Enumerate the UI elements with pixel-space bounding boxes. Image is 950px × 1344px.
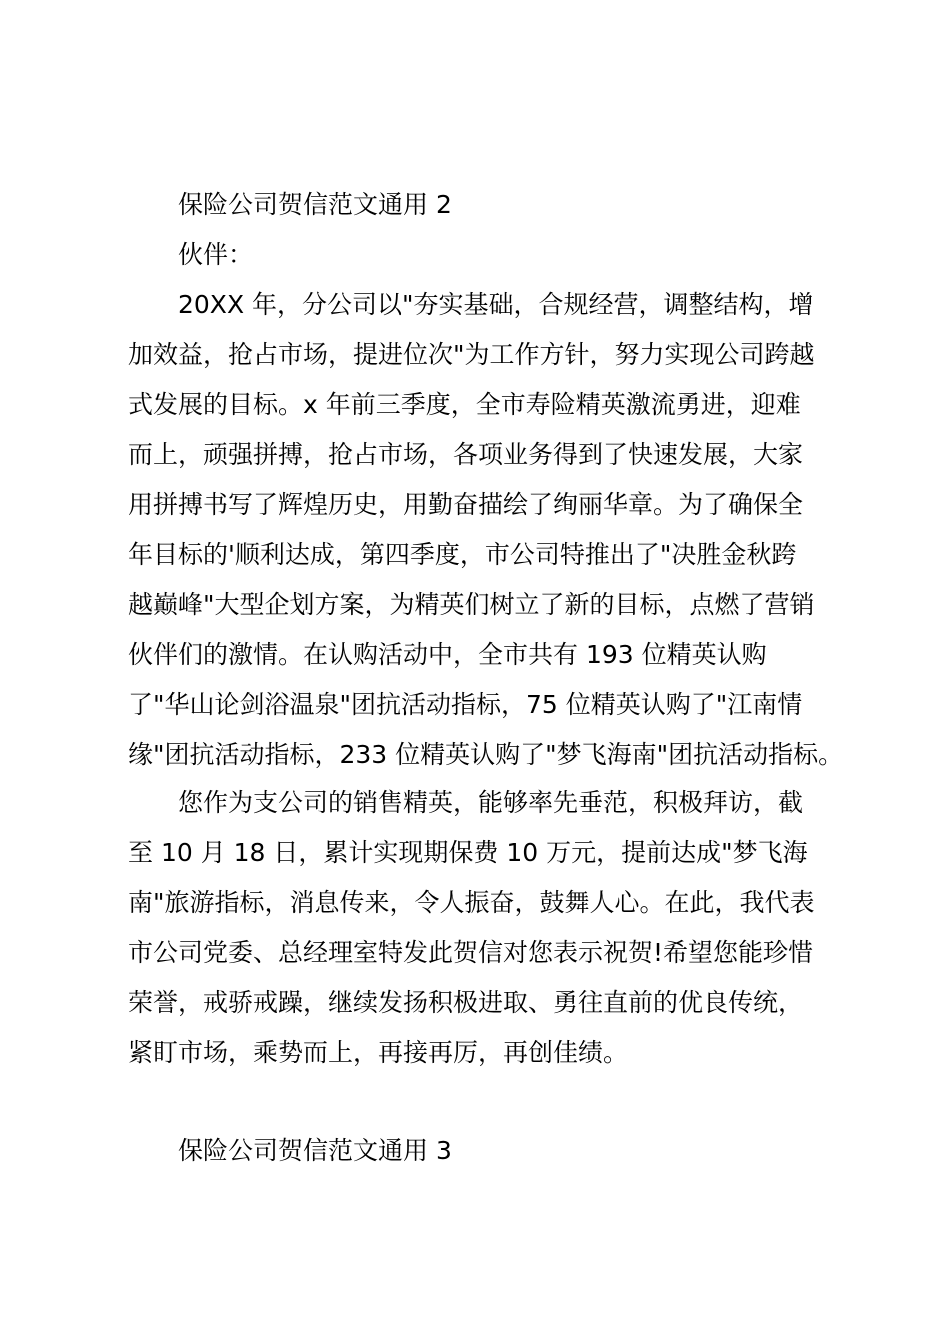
paragraph-2	[128, 778, 848, 1078]
paragraph-line: 式发展的目标。x 年前三季度，全市寿险精英激流勇进，迎难	[128, 390, 801, 419]
paragraph-line: 荣誉，戒骄戒躁，继续发扬积极进取、勇往直前的优良传统，	[128, 988, 804, 1017]
paragraph-line: 了"华山论剑浴温泉"团抗活动指标，75 位精英认购了"江南情	[128, 690, 803, 719]
paragraph-line: 用拼搏书写了辉煌历史，用勤奋描绘了绚丽华章。为了确保全	[128, 490, 804, 519]
paragraph-line: 加效益，抢占市场，提进位次"为工作方针，努力实现公司跨越	[128, 340, 815, 369]
letter-heading-3: 保险公司贺信范文通用 3	[178, 1136, 452, 1165]
letter-heading-2: 保险公司贺信范文通用 2	[178, 190, 452, 219]
paragraph-line: 南"旅游指标，消息传来，令人振奋，鼓舞人心。在此，我代表	[128, 888, 815, 917]
paragraph-line: 伙伴们的激情。在认购活动中，全市共有 193 位精英认购	[128, 640, 767, 669]
paragraph-line: 年目标的'顺利达成，第四季度，市公司特推出了"决胜金秋跨	[128, 540, 797, 569]
paragraph-1	[128, 280, 848, 780]
paragraph-line: 越巅峰"大型企划方案，为精英们树立了新的目标，点燃了营销	[128, 590, 815, 619]
paragraph-line: 紧盯市场，乘势而上，再接再厉，再创佳绩。	[128, 1038, 629, 1067]
paragraph-line: 市公司党委、总经理室特发此贺信对您表示祝贺!希望您能珍惜	[128, 938, 814, 967]
paragraph-line: 至 10 月 18 日，累计实现期保费 10 万元，提前达成"梦飞海	[128, 838, 808, 867]
paragraph-line: 而上，顽强拼搏，抢占市场，各项业务得到了快速发展，大家	[128, 440, 804, 469]
paragraph-line: 您作为支公司的销售精英，能够率先垂范，积极拜访，截	[178, 788, 804, 817]
paragraph-line: 20XX 年，分公司以"夯实基础，合规经营，调整结构，增	[178, 290, 814, 319]
paragraph-line: 缘"团抗活动指标，233 位精英认购了"梦飞海南"团抗活动指标。	[128, 740, 844, 769]
salutation: 伙伴：	[178, 240, 254, 269]
